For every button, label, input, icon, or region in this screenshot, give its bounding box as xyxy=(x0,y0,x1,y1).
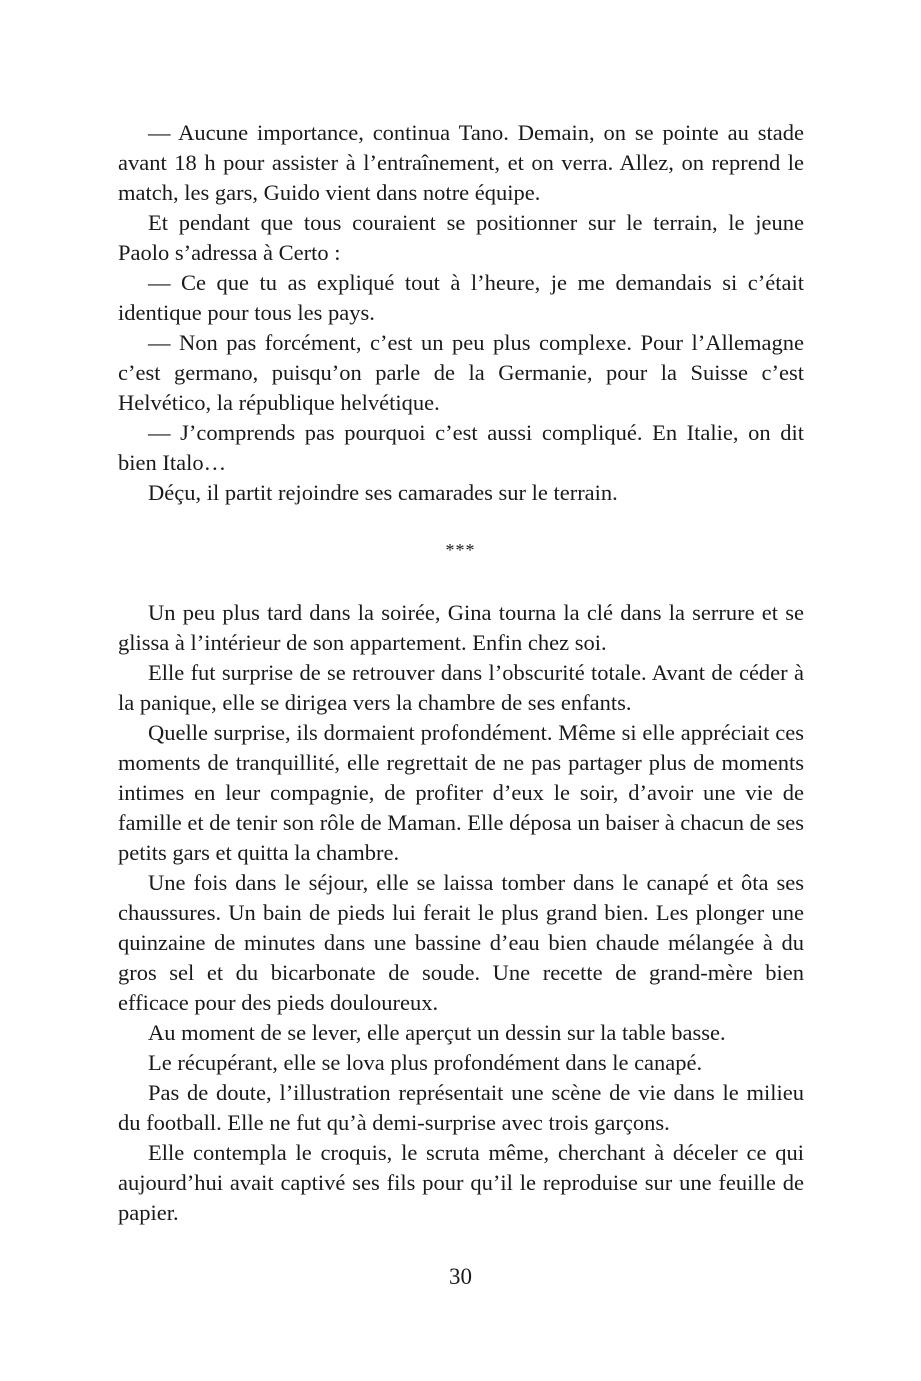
paragraph: Elle fut surprise de se retrouver dans l’obscurité totale. Avant de céder à la panique, elle se dirigea vers la chambre de ses enfants. xyxy=(118,660,804,715)
paragraph: Le récupérant, elle se lova plus profondément dans le canapé. xyxy=(148,1050,703,1075)
paragraph: Au moment de se lever, elle aperçut un dessin sur la table basse. xyxy=(148,1020,726,1045)
paragraph: — Aucune importance, continua Tano. Demain, on se pointe au stade avant 18 h pour assister à l’entraînement, et on verra. Allez, on reprend le match, les gars, Guido vient dans notre équipe. xyxy=(118,120,804,205)
section-separator: *** xyxy=(445,540,476,560)
paragraph: Pas de doute, l’illustration représentait une scène de vie dans le milieu du football. Elle ne fut qu’à demi-surprise avec trois garçons. xyxy=(118,1080,804,1135)
paragraph: Elle contempla le croquis, le scruta même, cherchant à déceler ce qui aujourd’hui avait captivé ses fils pour qu’il le reproduise sur une feuille de papier. xyxy=(118,1140,804,1225)
paragraph: Déçu, il partit rejoindre ses camarades sur le terrain. xyxy=(148,480,618,505)
paragraph: — Non pas forcément, c’est un peu plus complexe. Pour l’Allemagne c’est germano, puisqu’on parle de la Germanie, pour la Suisse c’est Helvético, la république helvétique. xyxy=(118,330,804,415)
paragraph: Et pendant que tous couraient se positionner sur le terrain, le jeune Paolo s’adressa à Certo : xyxy=(118,210,804,265)
paragraph: Un peu plus tard dans la soirée, Gina tourna la clé dans la serrure et se glissa à l’intérieur de son appartement. Enfin chez soi. xyxy=(118,600,804,655)
text-section-1 xyxy=(118,118,804,508)
page-number: 30 xyxy=(449,1264,472,1289)
paragraph: Une fois dans le séjour, elle se laissa tomber dans le canapé et ôta ses chaussures. Un bain de pieds lui ferait le plus grand bien. Les plonger une quinzaine de minutes dans une bassine d’eau bien chaude mélangée à du gros sel et du bicarbonate de soude. Une recette de grand-mère bien efficace pour des pieds douloureux. xyxy=(118,870,804,1015)
paragraph: — Ce que tu as expliqué tout à l’heure, je me demandais si c’était identique pour tous les pays. xyxy=(118,270,804,325)
text-section-2 xyxy=(118,598,804,1228)
paragraph: Quelle surprise, ils dormaient profondément. Même si elle appréciait ces moments de tranquillité, elle regrettait de ne pas partager plus de moments intimes en leur compagnie, de profiter d’eux le soir, d’avoir une vie de famille et de tenir son rôle de Maman. Elle déposa un baiser à chacun de ses petits gars et quitta la chambre. xyxy=(118,720,804,865)
paragraph: — J’comprends pas pourquoi c’est aussi compliqué. En Italie, on dit bien Italo… xyxy=(118,420,804,475)
